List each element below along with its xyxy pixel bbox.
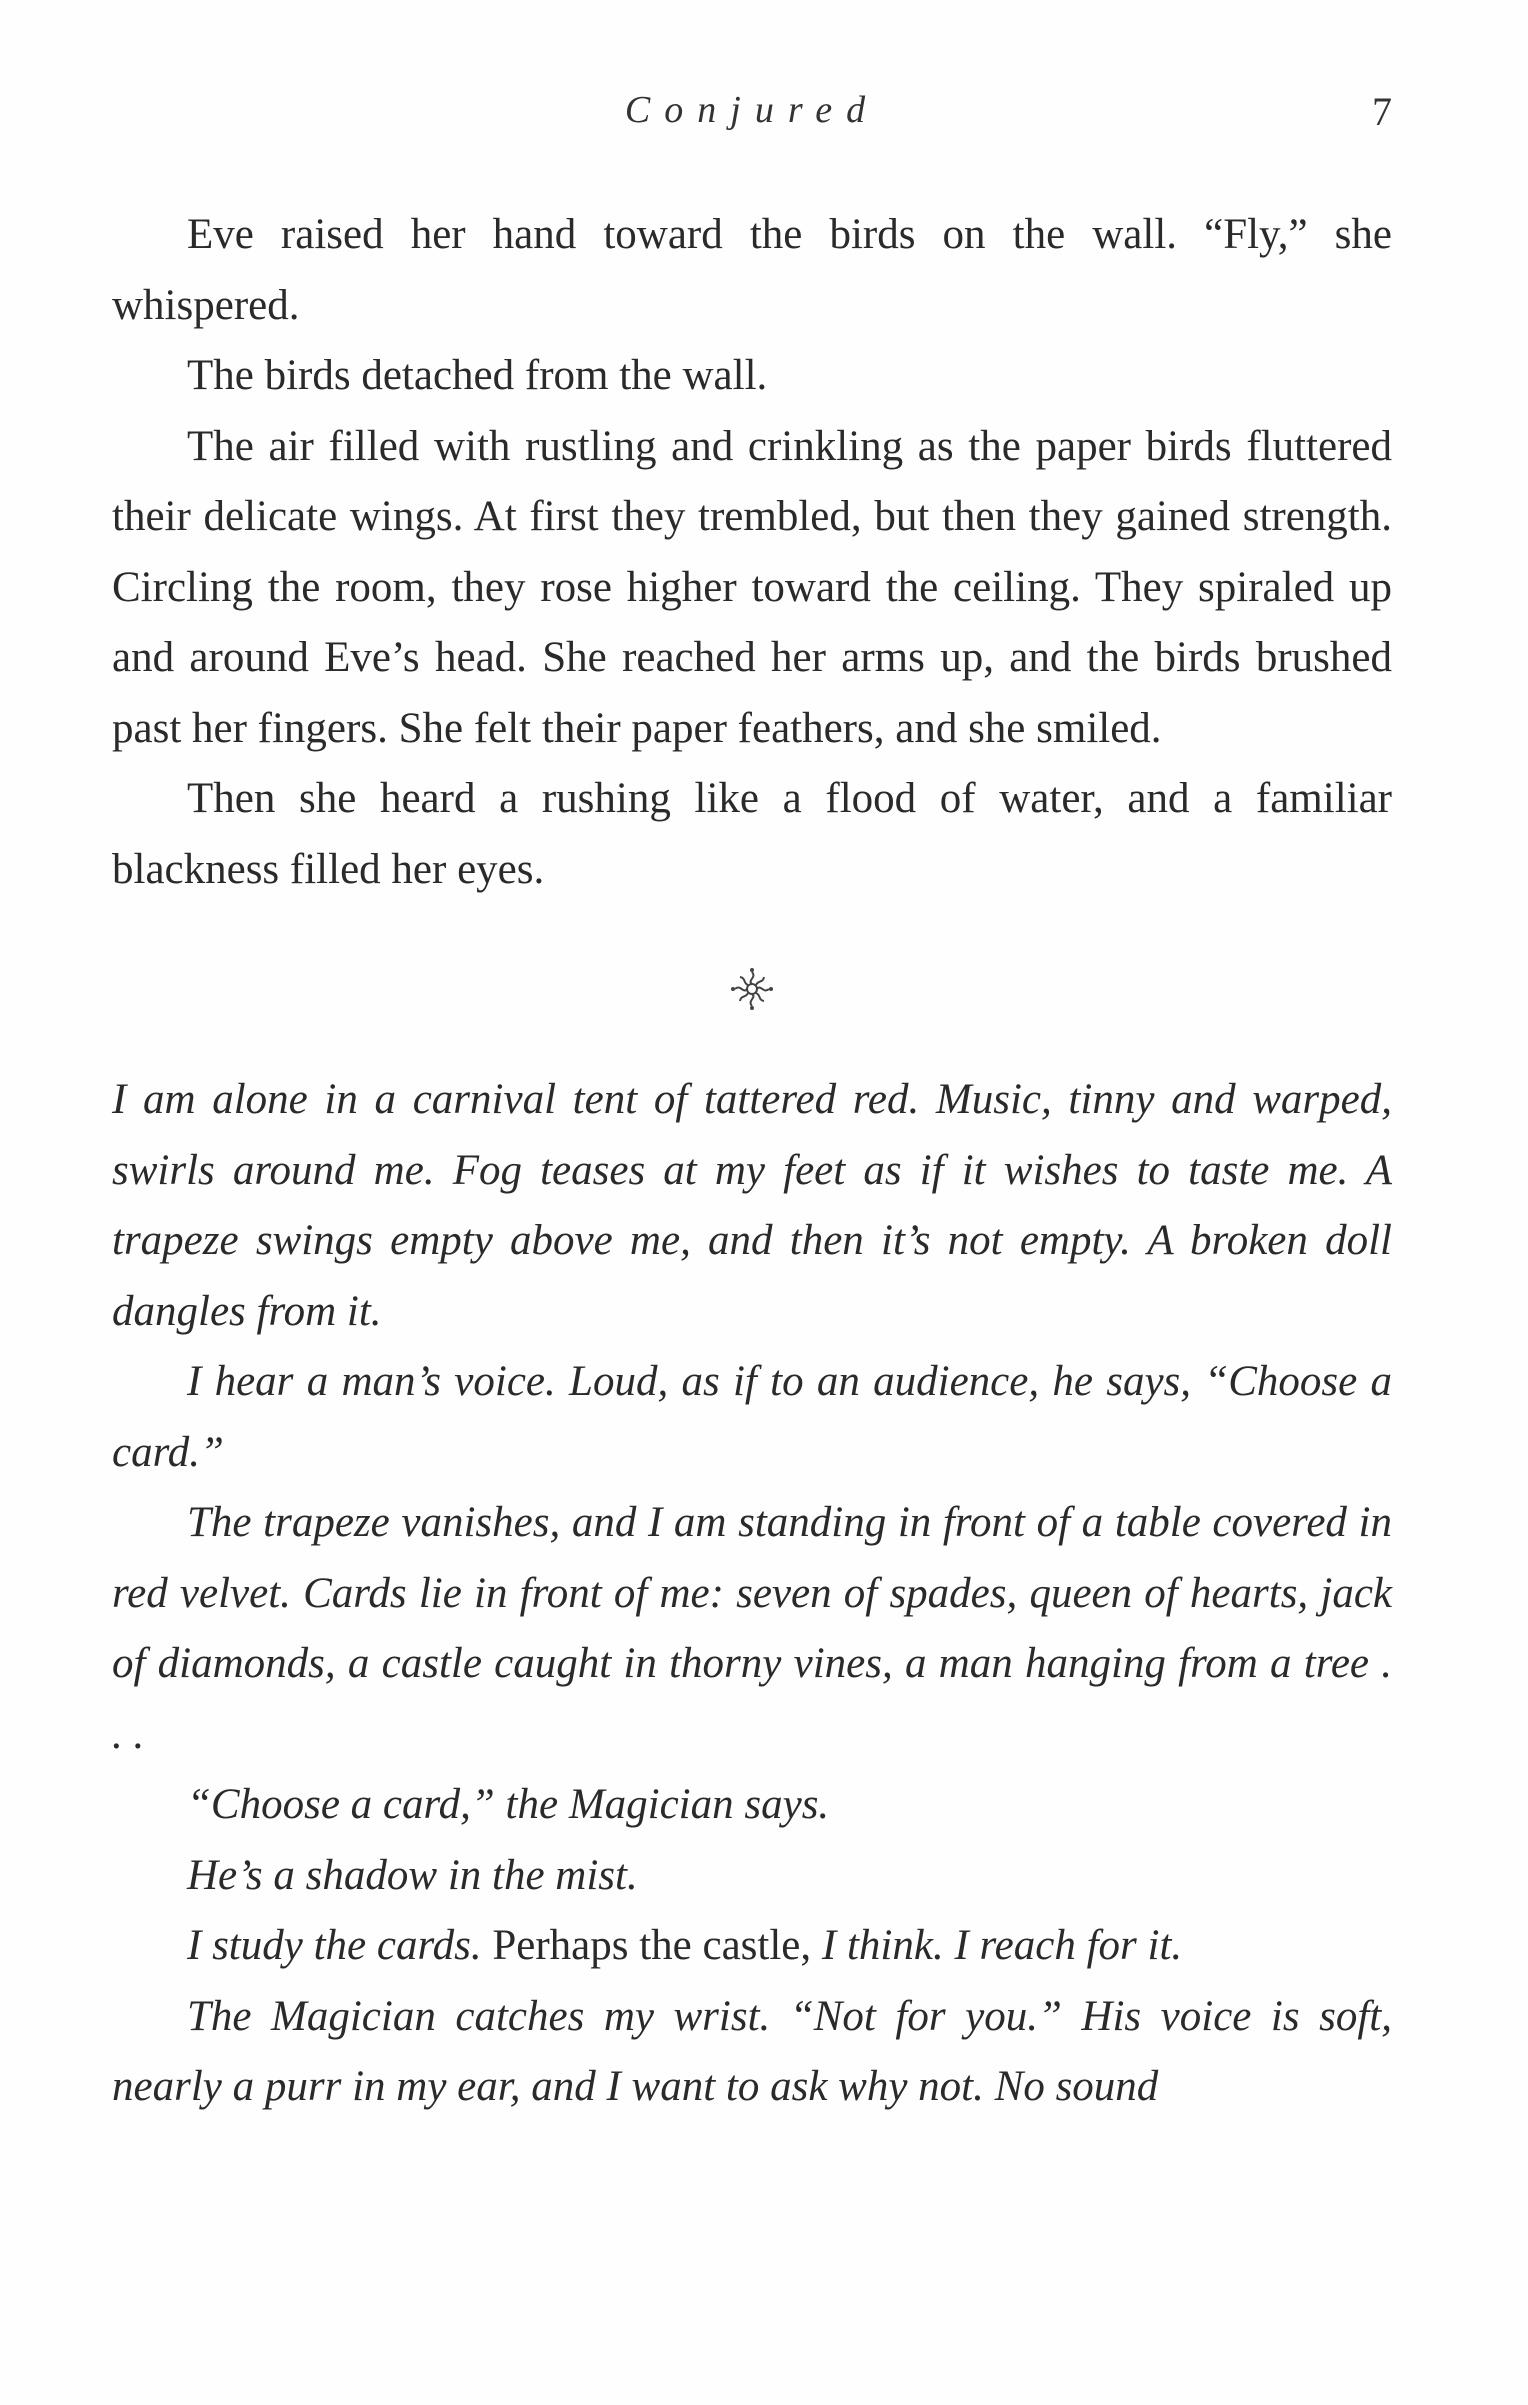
section-break [112,905,1392,1065]
italic-paragraph: He’s a shadow in the mist. [187,1851,638,1899]
paragraph: The air filled with rustling and crinkling as the paper birds fluttered their delicate wings. At first they trembled, but then they gained strength. Circling the room, they rose higher toward the ceiling. They spiraled up and around Eve’s head. She reached her arms up, and the birds brushed past her fingers. She felt their paper feathers, and she smiled. [112,422,1392,752]
page-number: 7 [1372,89,1392,134]
paragraph: Then she heard a rushing like a flood of water, and a familiar blackness filled her eyes. [112,775,1392,893]
italic-paragraph: I hear a man’s voice. Loud, as if to an audience, he says, “Choose a card.” [112,1358,1392,1476]
body-text [112,200,1392,2123]
page-header [112,88,1392,144]
italic-paragraph: “Choose a card,” the Magician says. [187,1781,830,1828]
dream-sequence [112,1065,1392,2123]
roman-span: Perhaps the castle, [481,1922,822,1969]
italic-paragraph: The trapeze vanishes, and I am standing in front of a table covered in red velvet. Cards lie in front of me: seven of spades, queen of hearts, jack of diamonds, a castle caught in thorny vines, a man hanging from a tree . . . [112,1499,1392,1758]
ornamental-flourish-icon [727,964,777,1014]
italic-paragraph: I am alone in a carnival tent of tattered red. Music, tinny and warped, swirls around me. Fog teases at my feet as if it wishes to taste me. A trapeze swings empty above me, and then it’s not empty. A broken doll dangles from it. [112,1076,1392,1335]
mixed-paragraph [112,1911,1392,1982]
italic-span: I think. I reach for it. [821,1922,1183,1969]
paragraph: Eve raised her hand toward the birds on the wall. “Fly,” she whispered. [112,211,1392,329]
italic-paragraph: The Magician catches my wrist. “Not for you.” His voice is soft, nearly a purr in my ear, and I want to ask why not. No sound [112,1992,1392,2110]
running-title: Conjured [624,89,880,131]
italic-span: I study the cards. [187,1922,482,1969]
paragraph: The birds detached from the wall. [187,352,768,399]
